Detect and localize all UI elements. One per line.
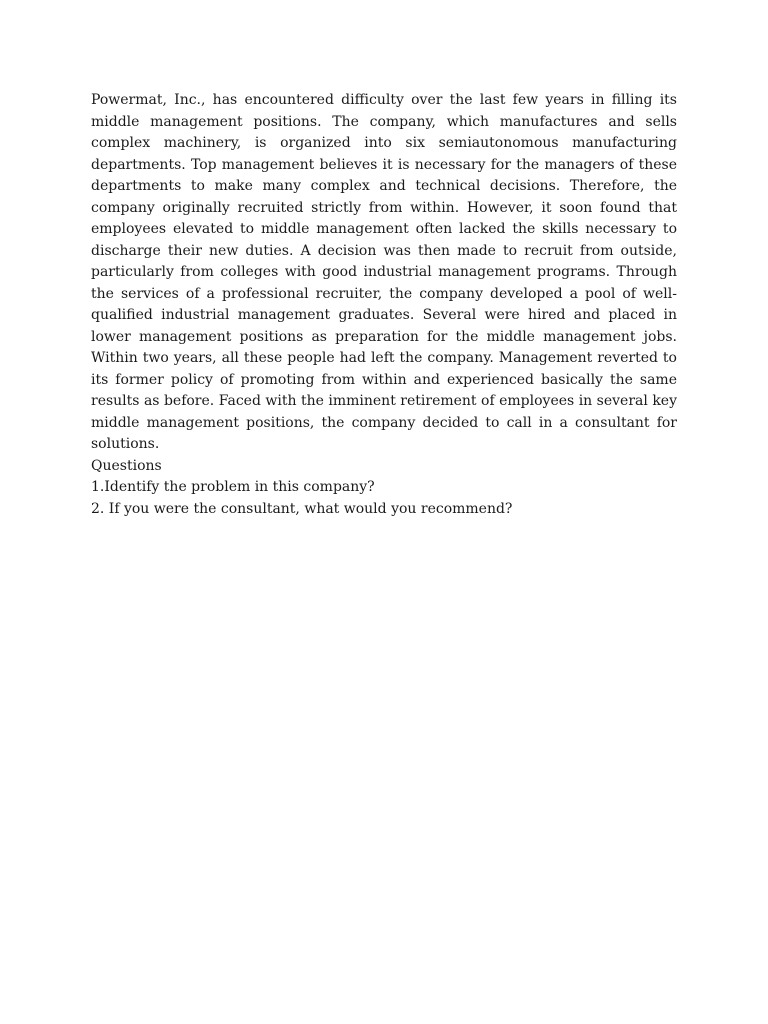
question-item-1: 1.Identify the problem in this company? (91, 479, 375, 495)
questions-heading: Questions (91, 457, 162, 474)
document-content (91, 90, 677, 520)
case-study-paragraph: Powermat, Inc., has encountered difficulty over the last few years in filling its middle management positions. The company, which manufactures and sells complex machinery, is organized into six semiautonomous manufacturing departments. Top management believes it is necessary for the managers of these departments to make many complex and technical decisions. Therefore, the company originally recruited strictly from within. However, it soon found that employees elevated to middle management often lacked the skills necessary to discharge their new duties. A decision was then made to recruit from outside, particularly from colleges with good industrial management programs. Through the services of a professional recruiter, the company developed a pool of well-qualified industrial management graduates. Several were hired and placed in lower management positions as preparation for the middle management jobs. Within two years, all these people had left the company. Management reverted to its former policy of promoting from within and experienced basically the same results as before. Faced with the imminent retirement of employees in several key middle management positions, the company decided to call in a consultant for solutions. (91, 92, 677, 452)
question-list (91, 477, 677, 520)
question-item-2: 2. If you were the consultant, what would you recommend? (91, 500, 513, 517)
